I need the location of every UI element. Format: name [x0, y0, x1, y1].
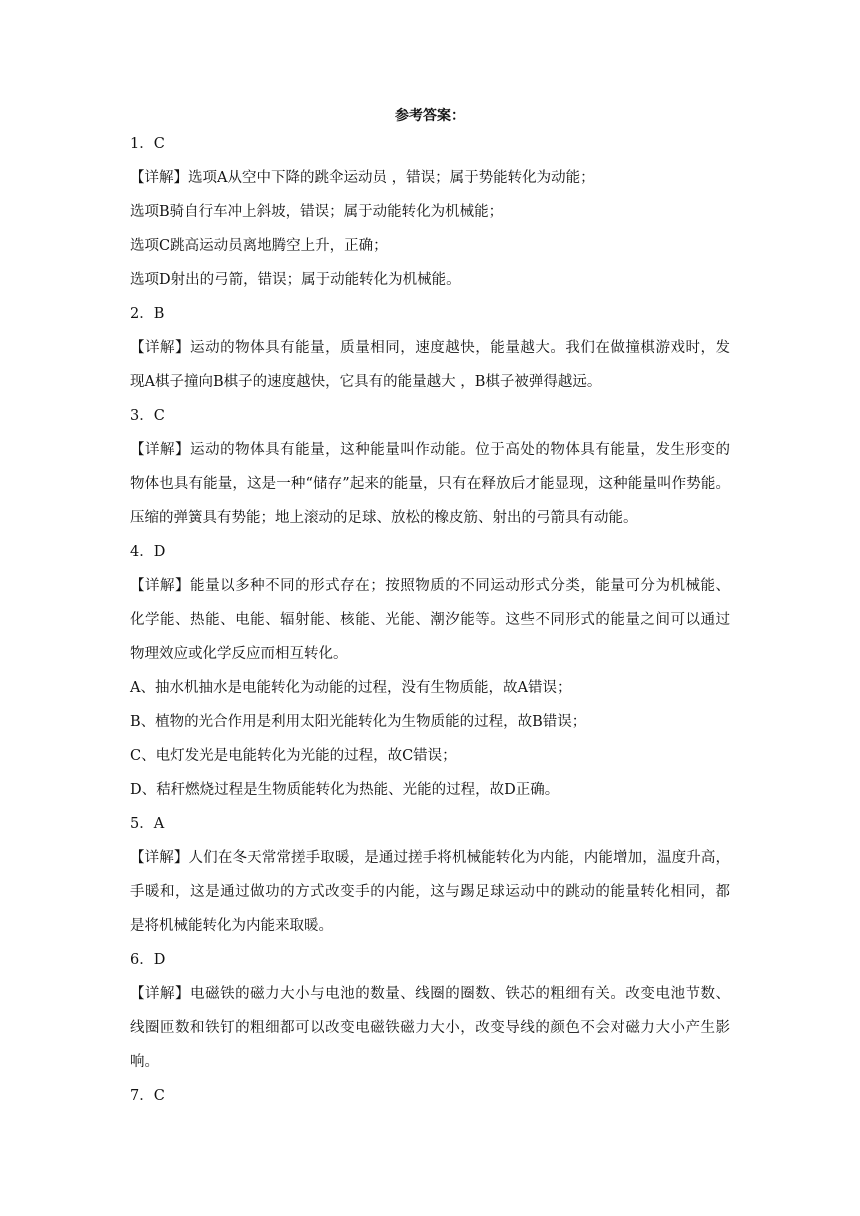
answer-number: 6．D: [130, 952, 166, 968]
explanation-line: 选项C跳高运动员离地腾空上升，正确；: [130, 238, 388, 254]
explanation-line: C、电灯发光是电能转化为光能的过程，故C错误；: [130, 748, 457, 764]
answer-number: 1．C: [130, 136, 165, 152]
explanation-line: 【详解】选项A从空中下降的跳伞运动员 ，错误；属于势能转化为动能；: [130, 170, 595, 186]
explanation-line: 化学能、热能、电能、辐射能、核能、光能、潮汐能等。这些不同形式的能量之间可以通过: [130, 612, 730, 628]
explanation-line: 手暖和，这是通过做功的方式改变手的内能，这与踢足球运动中的跳动的能量转化相同，都: [130, 884, 730, 900]
explanation-line: 是将机械能转化为内能来取暖。: [130, 918, 333, 934]
explanation-line: B、植物的光合作用是利用太阳光能转化为生物质能的过程，故B错误；: [130, 714, 587, 730]
answer-number: 2．B: [130, 306, 165, 322]
explanation-line: 【详解】能量以多种不同的形式存在；按照物质的不同运动形式分类，能量可分为机械能、: [130, 578, 730, 594]
explanation-line: 【详解】电磁铁的磁力大小与电池的数量、线圈的圈数、铁芯的粗细有关。改变电池节数、: [130, 986, 730, 1002]
explanation-line: 选项D射出的弓箭，错误；属于动能转化为机械能。: [130, 272, 461, 288]
explanation-line: 物体也具有能量，这是一种“储存”起来的能量，只有在释放后才能显现，这种能量叫作势能。: [130, 476, 730, 492]
explanation-line: 【详解】人们在冬天常常搓手取暖，是通过搓手将机械能转化为内能，内能增加，温度升高，: [130, 850, 730, 866]
explanation-line: 线圈匝数和铁钉的粗细都可以改变电磁铁磁力大小，改变导线的颜色不会对磁力大小产生影: [130, 1020, 730, 1036]
explanation-line: 【详解】运动的物体具有能量，质量相同，速度越快，能量越大。我们在做撞棋游戏时，发: [130, 340, 730, 356]
answer-number: 7．C: [130, 1088, 165, 1104]
explanation-line: 选项B骑自行车冲上斜坡，错误；属于动能转化为机械能；: [130, 204, 504, 220]
page-title: 参考答案：: [395, 108, 465, 124]
explanation-line: 响。: [130, 1054, 159, 1070]
explanation-line: 现A棋子撞向B棋子的速度越快，它具有的能量越大 ，B棋子被弹得越远。: [130, 374, 602, 390]
answer-number: 5．A: [130, 816, 165, 832]
answer-number: 4．D: [130, 544, 166, 560]
answer-number: 3．C: [130, 408, 165, 424]
explanation-line: 【详解】运动的物体具有能量，这种能量叫作动能。位于高处的物体具有能量，发生形变的: [130, 442, 730, 458]
explanation-line: 物理效应或化学反应而相互转化。: [130, 646, 348, 662]
explanation-line: D、秸秆燃烧过程是生物质能转化为热能、光能的过程，故D正确。: [130, 782, 560, 798]
explanation-line: 压缩的弹簧具有势能；地上滚动的足球、放松的橡皮筋、射出的弓箭具有动能。: [130, 510, 638, 526]
explanation-line: A、抽水机抽水是电能转化为动能的过程，没有生物质能，故A错误；: [130, 680, 572, 696]
